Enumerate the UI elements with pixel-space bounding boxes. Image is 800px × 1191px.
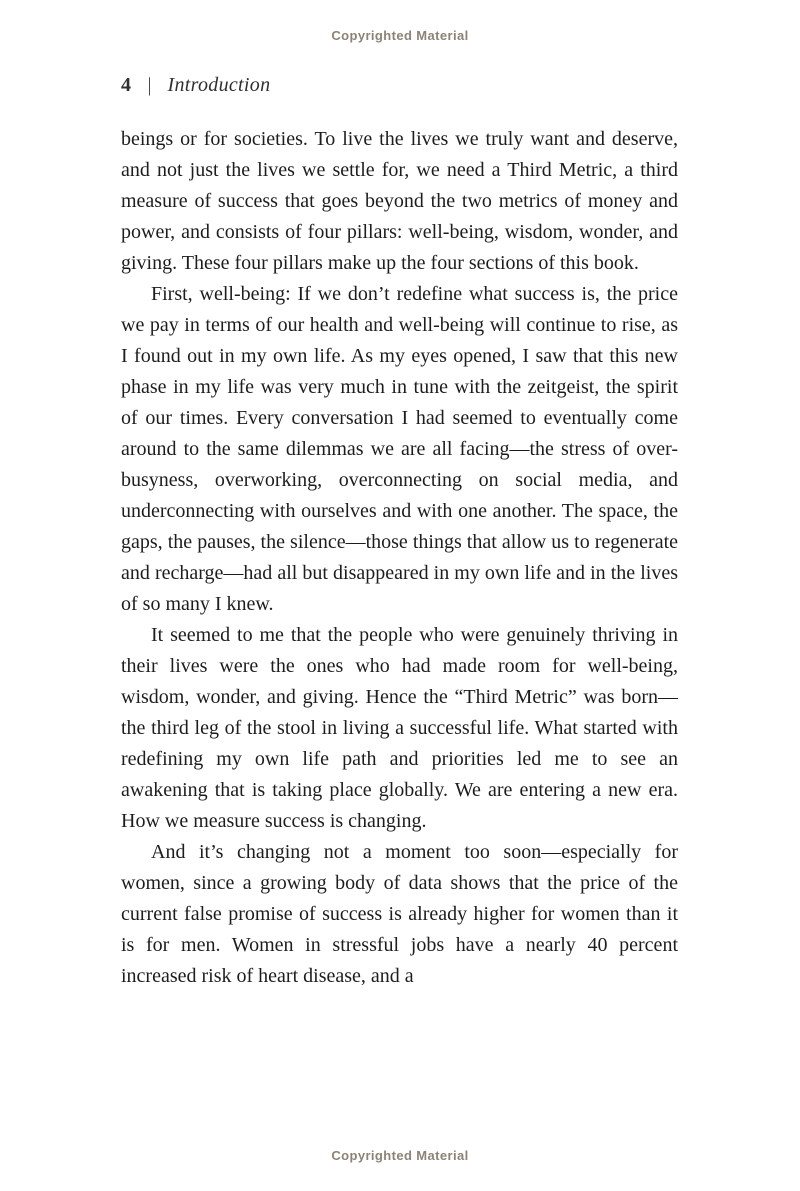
chapter-title: Introduction — [167, 74, 271, 96]
copyright-notice-bottom: Copyrighted Material — [331, 1148, 469, 1163]
page-number: 4 — [121, 74, 132, 96]
paragraph-2: First, well-being: If we don’t redefine what success is, the price we pay in terms of our health and well-being will continue to rise, as I found out in my own life. As my eyes opened, I saw that this new phase in my life was very much in tune with the zeitgeist, the spirit of our times. Every conversation I had seemed to eventually come around to the same dilemmas we are all facing—the stress of over-busyness, overworking, overconnecting on social media, and underconnecting with ourselves and with one another. The space, the gaps, the pauses, the silence—those things that allow us to regenerate and recharge—had all but disappeared in my own life and in the lives of so many I knew. — [121, 283, 678, 615]
header-separator: | — [147, 74, 152, 96]
paragraph-1: beings or for societies. To live the lives we truly want and deserve, and not just the lives we settle for, we need a Third Metric, a third measure of success that goes beyond the two metrics of money and power, and consists of four pillars: well-being, wisdom, wonder, and giving. These four pillars make up the four sections of this book. — [121, 128, 678, 274]
page-header — [121, 74, 678, 97]
paragraph-4: And it’s changing not a moment too soon—especially for women, since a growing body of data shows that the price of the current false promise of success is already higher for women than it is for men. Women in stressful jobs have a nearly 40 percent increased risk of heart disease, and a — [121, 841, 678, 987]
paragraph-3: It seemed to me that the people who were genuinely thriving in their lives were the ones who had made room for well-being, wisdom, wonder, and giving. Hence the “Third Metric” was born—the third leg of the stool in living a successful life. What started with redefining my own life path and priorities led me to see an awakening that is taking place globally. We are entering a new era. How we measure success is changing. — [121, 624, 678, 832]
copyright-notice-top: Copyrighted Material — [331, 28, 469, 43]
body-text — [121, 124, 678, 992]
